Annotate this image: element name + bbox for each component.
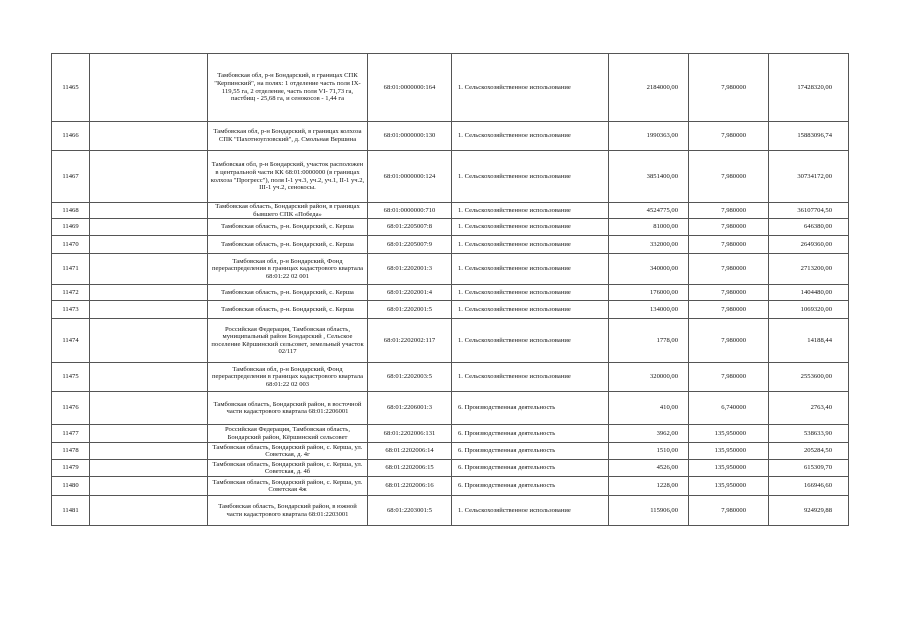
row-number-cell: 11477 — [52, 425, 90, 443]
cadastral-value-cell: 2763,40 — [769, 392, 849, 425]
cadastral-number-cell: 68:01:2205007:9 — [368, 236, 452, 254]
cadastral-number-cell: 68:01:0000000:124 — [368, 151, 452, 203]
specific-value-cell: 7,980000 — [689, 363, 769, 392]
blank-cell — [90, 122, 208, 151]
area-cell: 2184000,00 — [609, 54, 689, 122]
cadastral-number-cell: 68:01:2202006:131 — [368, 425, 452, 443]
land-use-cell: 1. Сельскохозяйственное использование — [452, 151, 609, 203]
row-number-cell: 11471 — [52, 254, 90, 285]
specific-value-cell: 7,980000 — [689, 301, 769, 319]
land-use-cell: 6. Производственная деятельность — [452, 392, 609, 425]
blank-cell — [90, 477, 208, 496]
table-row — [52, 392, 849, 425]
table-row — [52, 496, 849, 526]
address-cell: Тамбовская область, Бондарский район, в границах бывшего СПК «Победа» — [208, 203, 368, 219]
table-row — [52, 54, 849, 122]
specific-value-cell: 7,980000 — [689, 285, 769, 301]
blank-cell — [90, 425, 208, 443]
blank-cell — [90, 460, 208, 477]
row-number-cell: 11479 — [52, 460, 90, 477]
blank-cell — [90, 319, 208, 363]
land-use-cell: 1. Сельскохозяйственное использование — [452, 285, 609, 301]
blank-cell — [90, 392, 208, 425]
cadastral-number-cell: 68:01:2206001:3 — [368, 392, 452, 425]
address-cell: Тамбовская область, р-н. Бондарский, с. Керша — [208, 285, 368, 301]
address-cell: Российская Федерация, Тамбовская область, Бондарский район, Кёршинский сельсовет — [208, 425, 368, 443]
table-row — [52, 363, 849, 392]
area-cell: 340000,00 — [609, 254, 689, 285]
specific-value-cell: 135,950000 — [689, 477, 769, 496]
cadastral-number-cell: 68:01:2203001:5 — [368, 496, 452, 526]
cadastral-number-cell: 68:01:0000000:130 — [368, 122, 452, 151]
specific-value-cell: 6,740000 — [689, 392, 769, 425]
cadastral-number-cell: 68:01:2202003:5 — [368, 363, 452, 392]
row-number-cell: 11478 — [52, 443, 90, 460]
land-use-cell: 1. Сельскохозяйственное использование — [452, 496, 609, 526]
blank-cell — [90, 285, 208, 301]
cadastral-value-cell: 538633,90 — [769, 425, 849, 443]
table-row — [52, 301, 849, 319]
blank-cell — [90, 443, 208, 460]
address-cell: Тамбовская обл, р-н Бондарский, в границах колхоза СПК "Пахотноугловский", д. Смольная Вершина — [208, 122, 368, 151]
row-number-cell: 11467 — [52, 151, 90, 203]
specific-value-cell: 7,980000 — [689, 203, 769, 219]
cadastral-value-cell: 646380,00 — [769, 219, 849, 236]
cadastral-number-cell: 68:01:0000000:164 — [368, 54, 452, 122]
cadastral-value-cell: 615309,70 — [769, 460, 849, 477]
table-row — [52, 236, 849, 254]
cadastral-value-cell: 205284,50 — [769, 443, 849, 460]
table-row — [52, 477, 849, 496]
table-row — [52, 319, 849, 363]
cadastral-value-cell: 924929,88 — [769, 496, 849, 526]
cadastral-value-cell: 166946,60 — [769, 477, 849, 496]
area-cell: 115906,00 — [609, 496, 689, 526]
cadastral-value-table — [51, 53, 849, 526]
cadastral-value-cell: 30734172,00 — [769, 151, 849, 203]
row-number-cell: 11475 — [52, 363, 90, 392]
specific-value-cell: 7,980000 — [689, 319, 769, 363]
cadastral-value-cell: 36107704,50 — [769, 203, 849, 219]
area-cell: 320000,00 — [609, 363, 689, 392]
cadastral-number-cell: 68:01:2205007:8 — [368, 219, 452, 236]
land-use-cell: 6. Производственная деятельность — [452, 425, 609, 443]
row-number-cell: 11473 — [52, 301, 90, 319]
table-row — [52, 460, 849, 477]
blank-cell — [90, 496, 208, 526]
land-use-cell: 1. Сельскохозяйственное использование — [452, 203, 609, 219]
specific-value-cell: 7,980000 — [689, 496, 769, 526]
land-use-cell: 1. Сельскохозяйственное использование — [452, 319, 609, 363]
area-cell: 176000,00 — [609, 285, 689, 301]
row-number-cell: 11465 — [52, 54, 90, 122]
area-cell: 1778,00 — [609, 319, 689, 363]
address-cell: Тамбовская область, Бондарский район, в восточной части кадастрового квартала 68:01:2206001 — [208, 392, 368, 425]
address-cell: Тамбовская область, р-н. Бондарский, с. Керша — [208, 301, 368, 319]
address-cell: Тамбовская область, Бондарский район, в южной части кадастрового квартала 68:01:2203001 — [208, 496, 368, 526]
area-cell: 81000,00 — [609, 219, 689, 236]
specific-value-cell: 7,980000 — [689, 122, 769, 151]
land-use-cell: 6. Производственная деятельность — [452, 460, 609, 477]
row-number-cell: 11480 — [52, 477, 90, 496]
row-number-cell: 11470 — [52, 236, 90, 254]
table-row — [52, 254, 849, 285]
cadastral-value-cell: 2713200,00 — [769, 254, 849, 285]
area-cell: 332000,00 — [609, 236, 689, 254]
table-row — [52, 203, 849, 219]
table-row — [52, 151, 849, 203]
cadastral-value-cell: 17428320,00 — [769, 54, 849, 122]
area-cell: 1990363,00 — [609, 122, 689, 151]
address-cell: Тамбовская обл, р-н Бондарский, в границах СПК "Керпинский", на полях: 1 отделение часть поля IX- 119,55 га, 2 отделение, часть поля VI- 71,73 га, пастбищ - 25,68 га, и сенокосов - 1,44 га — [208, 54, 368, 122]
land-use-cell: 1. Сельскохозяйственное использование — [452, 301, 609, 319]
specific-value-cell: 7,980000 — [689, 151, 769, 203]
specific-value-cell: 7,980000 — [689, 219, 769, 236]
row-number-cell: 11469 — [52, 219, 90, 236]
row-number-cell: 11466 — [52, 122, 90, 151]
land-use-cell: 1. Сельскохозяйственное использование — [452, 254, 609, 285]
specific-value-cell: 7,980000 — [689, 54, 769, 122]
table-row — [52, 443, 849, 460]
blank-cell — [90, 219, 208, 236]
blank-cell — [90, 301, 208, 319]
cadastral-number-cell: 68:01:2202002:117 — [368, 319, 452, 363]
area-cell: 410,00 — [609, 392, 689, 425]
land-use-cell: 6. Производственная деятельность — [452, 477, 609, 496]
address-cell: Российская Федерация, Тамбовская область, муниципальный район Бондарский , Сельское поселение Кёршинский сельсовет, земельный участок 02/117 — [208, 319, 368, 363]
specific-value-cell: 135,950000 — [689, 443, 769, 460]
table-row — [52, 285, 849, 301]
table-row — [52, 122, 849, 151]
address-cell: Тамбовская обл, р-н Бондарский, Фонд перераспределения в границах кадастрового квартала 68:01:22 02 003 — [208, 363, 368, 392]
area-cell: 4526,00 — [609, 460, 689, 477]
cadastral-number-cell: 68:01:2202006:16 — [368, 477, 452, 496]
area-cell: 1510,00 — [609, 443, 689, 460]
address-cell: Тамбовская область, Бондарский район, с. Керша, ул. Советская, д. 4г — [208, 443, 368, 460]
row-number-cell: 11474 — [52, 319, 90, 363]
cadastral-number-cell: 68:01:2202001:5 — [368, 301, 452, 319]
address-cell: Тамбовская область, р-н. Бондарский, с. Керша — [208, 236, 368, 254]
blank-cell — [90, 236, 208, 254]
land-use-cell: 1. Сельскохозяйственное использование — [452, 122, 609, 151]
specific-value-cell: 7,980000 — [689, 254, 769, 285]
land-use-cell: 1. Сельскохозяйственное использование — [452, 363, 609, 392]
area-cell: 4524775,00 — [609, 203, 689, 219]
row-number-cell: 11476 — [52, 392, 90, 425]
cadastral-number-cell: 68:01:2202001:4 — [368, 285, 452, 301]
table-row — [52, 425, 849, 443]
cadastral-value-cell: 1069320,00 — [769, 301, 849, 319]
cadastral-value-cell: 2553600,00 — [769, 363, 849, 392]
cadastral-value-cell: 14188,44 — [769, 319, 849, 363]
blank-cell — [90, 54, 208, 122]
specific-value-cell: 7,980000 — [689, 236, 769, 254]
land-use-cell: 1. Сельскохозяйственное использование — [452, 219, 609, 236]
cadastral-number-cell: 68:01:2202006:14 — [368, 443, 452, 460]
address-cell: Тамбовская обл, р-н Бондарский, участок расположен в центральной части КК 68:01:0000000 (в границах колхоза "Прогресс"), поля I-1 уч.3, уч.2, уч.1, II-1 уч.2, III-1 уч.2, сенокосы. — [208, 151, 368, 203]
address-cell: Тамбовская обл, р-н Бондарский, Фонд перераспределения в границах кадастрового квартала 68:01:22 02 001 — [208, 254, 368, 285]
cadastral-number-cell: 68:01:2202001:3 — [368, 254, 452, 285]
address-cell: Тамбовская область, Бондарский район, с. Керша, ул. Советская 4ж — [208, 477, 368, 496]
cadastral-value-cell: 2649360,00 — [769, 236, 849, 254]
land-use-cell: 6. Производственная деятельность — [452, 443, 609, 460]
address-cell: Тамбовская область, Бондарский район, с. Керша, ул. Советская, д. 4б — [208, 460, 368, 477]
blank-cell — [90, 151, 208, 203]
cadastral-number-cell: 68:01:2202006:15 — [368, 460, 452, 477]
area-cell: 1228,00 — [609, 477, 689, 496]
row-number-cell: 11472 — [52, 285, 90, 301]
area-cell: 3851400,00 — [609, 151, 689, 203]
land-use-cell: 1. Сельскохозяйственное использование — [452, 54, 609, 122]
table-row — [52, 219, 849, 236]
blank-cell — [90, 363, 208, 392]
cadastral-number-cell: 68:01:0000000:710 — [368, 203, 452, 219]
specific-value-cell: 135,950000 — [689, 460, 769, 477]
blank-cell — [90, 254, 208, 285]
specific-value-cell: 135,950000 — [689, 425, 769, 443]
area-cell: 3962,00 — [609, 425, 689, 443]
row-number-cell: 11468 — [52, 203, 90, 219]
land-use-cell: 1. Сельскохозяйственное использование — [452, 236, 609, 254]
row-number-cell: 11481 — [52, 496, 90, 526]
address-cell: Тамбовская область, р-н. Бондарский, с. Керша — [208, 219, 368, 236]
blank-cell — [90, 203, 208, 219]
cadastral-value-cell: 15883096,74 — [769, 122, 849, 151]
cadastral-value-cell: 1404480,00 — [769, 285, 849, 301]
area-cell: 134000,00 — [609, 301, 689, 319]
